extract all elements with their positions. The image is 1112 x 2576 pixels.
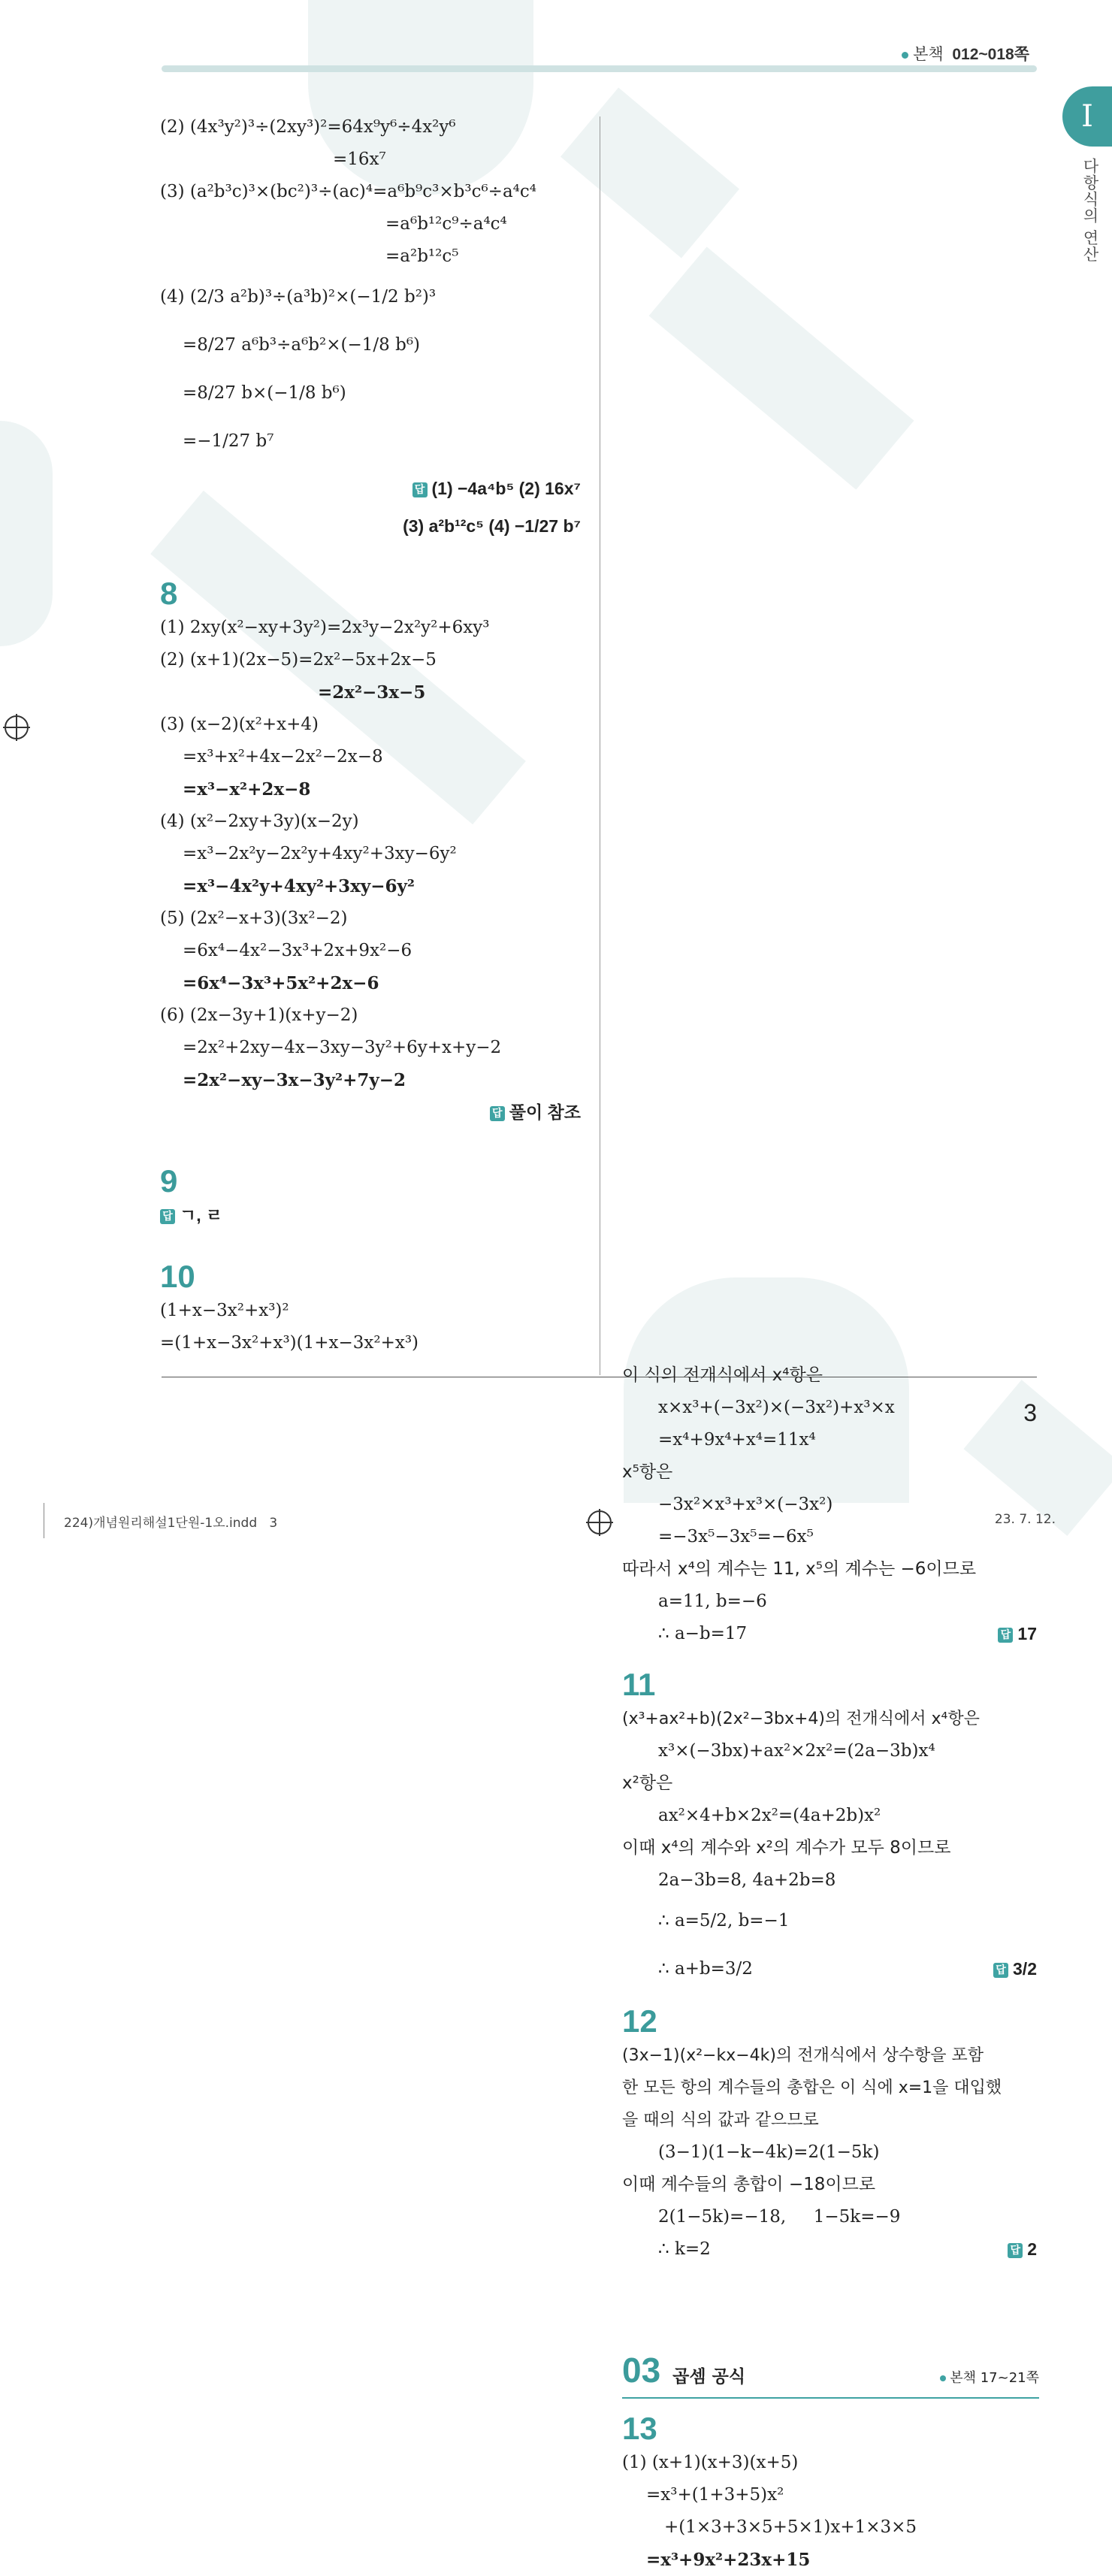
solution-line: =−3x⁵−3x⁵=−6x⁵ xyxy=(658,1527,814,1547)
bullet-dot-icon xyxy=(940,2375,946,2381)
answer-text: (1) −4a⁴b⁵ (2) 16x⁷ xyxy=(431,479,581,498)
answer-text: 2 xyxy=(1027,2239,1037,2259)
answer-line xyxy=(993,1945,1037,1993)
problem-number: 8 xyxy=(160,576,178,611)
solution-answer-row xyxy=(622,1945,1037,1993)
registration-mark-icon xyxy=(5,715,29,739)
watermark-shape xyxy=(649,246,914,489)
solution-line: ∴ a+b=3/2 xyxy=(658,1959,753,1979)
solution-line: (4) (x²−2xy+3y)(x−2y) xyxy=(160,812,359,831)
solution-line: 2a−3b=8, 4a+2b=8 xyxy=(658,1870,836,1890)
answer-line xyxy=(998,1618,1037,1650)
header-rule xyxy=(162,65,1037,72)
answer-badge-icon: 답 xyxy=(160,1209,175,1224)
solution-line: (1+x−3x²+x³)² xyxy=(160,1301,289,1320)
solution-line: (5) (2x²−x+3)(3x²−2) xyxy=(160,909,348,928)
solution-line: 한 모든 항의 계수들의 총합은 이 식에 x=1을 대입했 xyxy=(622,2079,1002,2097)
registration-mark-icon xyxy=(588,1510,612,1534)
header-page-reference xyxy=(902,42,1029,65)
solution-line: (1) (x+1)(x+3)(x+5) xyxy=(622,2453,799,2472)
answer-badge-icon: 답 xyxy=(1008,2243,1023,2258)
solution-line: =16x⁷ xyxy=(333,150,386,169)
solution-line: =x³−4x²y+4xy²+3xy−6y² xyxy=(183,876,415,896)
solution-line: =8/27 a⁶b³÷a⁶b²×(−1/8 b⁶) xyxy=(183,335,421,355)
solution-line: (2) (x+1)(2x−5)=2x²−5x+2x−5 xyxy=(160,650,437,670)
answer-line xyxy=(160,1199,581,1232)
solution-line: =−1/27 b⁷ xyxy=(183,431,274,451)
header-ref-pages: 012~018쪽 xyxy=(952,46,1029,63)
solution-answer-row xyxy=(622,1618,1037,1650)
answer-line xyxy=(1008,2233,1037,2266)
solution-line: (3) (a²b³c)³×(bc²)³÷(ac)⁴=a⁶b⁹c³×b³c⁶÷a⁴c⁴ xyxy=(160,182,536,201)
solution-line: (2) (4x³y²)³÷(2xy³)²=64x⁹y⁶÷4x²y⁶ xyxy=(160,117,456,137)
solution-line: =2x²−3x−5 xyxy=(318,682,426,703)
solution-line: ∴ k=2 xyxy=(658,2239,711,2259)
footer-file-name: 224)개념원리해설1단원-1오.indd 3 xyxy=(64,1516,278,1531)
answer-text: ㄱ, ㄹ xyxy=(180,1205,223,1225)
answer-text: 3/2 xyxy=(1013,1959,1037,1979)
answer-badge-icon: 답 xyxy=(993,1963,1008,1978)
solution-line: =6x⁴−3x³+5x²+2x−6 xyxy=(183,973,379,993)
solution-line: =x³−x²+2x−8 xyxy=(183,779,311,800)
problem-number: 9 xyxy=(160,1163,178,1199)
left-column xyxy=(160,111,581,1359)
answer-text: 풀이 참조 xyxy=(509,1102,581,1122)
answer-badge-icon: 답 xyxy=(998,1628,1013,1643)
problem-number: 11 xyxy=(622,1667,656,1702)
right-column xyxy=(622,1359,1037,2576)
solution-line: 2(1−5k)=−18, 1−5k=−9 xyxy=(658,2207,901,2227)
solution-line: (6) (2x−3y+1)(x+y−2) xyxy=(160,1005,358,1025)
watermark-shape xyxy=(0,421,53,646)
answer-badge-icon: 답 xyxy=(412,482,428,497)
solution-line: =(1+x−3x²+x³)(1+x−3x²+x³) xyxy=(160,1333,419,1353)
solution-line: =a⁶b¹²c⁹÷a⁴c⁴ xyxy=(385,214,507,234)
solution-line: =x³+9x²+23x+15 xyxy=(646,2550,811,2570)
solution-line: =x³+(1+3+5)x² xyxy=(646,2485,784,2505)
section-ref-text: 본책 17~21쪽 xyxy=(950,2370,1039,2386)
solution-line: x³×(−3bx)+ax²×2x²=(2a−3b)x⁴ xyxy=(658,1741,935,1761)
solution-line: (3) (x−2)(x²+x+4) xyxy=(160,715,319,734)
solution-line: x⁵항은 xyxy=(622,1462,673,1482)
answer-line xyxy=(160,473,581,505)
solution-line: x²항은 xyxy=(622,1773,673,1793)
solution-line: (1) 2xy(x²−xy+3y²)=2x³y−2x²y²+6xy³ xyxy=(160,618,490,637)
solution-line: a=11, b=−6 xyxy=(658,1592,767,1611)
answer-line xyxy=(160,1096,581,1129)
solution-line: 이때 x⁴의 계수와 x²의 계수가 모두 8이므로 xyxy=(622,1838,951,1858)
solution-line: =x³−2x²y−2x²y+4xy²+3xy−6y² xyxy=(183,844,457,863)
problem-number: 13 xyxy=(622,2411,657,2446)
solution-line: (x³+ax²+b)(2x²−3bx+4)의 전개식에서 x⁴항은 xyxy=(622,1710,980,1728)
solution-line: =2x²−xy−3x−3y²+7y−2 xyxy=(183,1070,406,1090)
bullet-dot-icon xyxy=(902,52,908,59)
answer-line: (3) a²b¹²c⁵ (4) −1/27 b⁷ xyxy=(403,516,581,536)
solution-line: =x⁴+9x⁴+x⁴=11x⁴ xyxy=(658,1430,816,1450)
header-ref-label: 본책 xyxy=(913,46,944,63)
solution-line: (3−1)(1−k−4k)=2(1−5k) xyxy=(658,2142,880,2162)
solution-line: −3x²×x³+x³×(−3x²) xyxy=(658,1495,833,1514)
chapter-title: 다항식의 연산 xyxy=(1081,158,1099,263)
solution-line: =8/27 b×(−1/8 b⁶) xyxy=(183,383,346,403)
solution-line: =2x²+2xy−4x−3xy−3y²+6y+x+y−2 xyxy=(183,1038,502,1057)
chapter-roman-numeral: I xyxy=(1081,99,1093,134)
chapter-tab xyxy=(1062,86,1112,147)
solution-line: (3x−1)(x²−kx−4k)의 전개식에서 상수항을 포함 xyxy=(622,2046,984,2065)
solution-line: =a²b¹²c⁵ xyxy=(385,246,459,266)
solution-answer-row xyxy=(622,2233,1037,2266)
solution-line: =x³+x²+4x−2x²−2x−8 xyxy=(183,747,383,766)
solution-line: ∴ a−b=17 xyxy=(658,1624,748,1643)
problem-number: 10 xyxy=(160,1259,195,1294)
problem-number: 12 xyxy=(622,2003,657,2039)
solution-line: x×x³+(−3x²)×(−3x²)+x³×x xyxy=(658,1398,895,1417)
answer-badge-icon: 답 xyxy=(490,1106,505,1121)
solution-line: 을 때의 식의 값과 같으므로 xyxy=(622,2111,819,2130)
section-title: 곱셈 공식 xyxy=(672,2367,746,2387)
footer-date: 23. 7. 12. xyxy=(994,1512,1056,1527)
solution-line: 따라서 x⁴의 계수는 11, x⁵의 계수는 −6이므로 xyxy=(622,1559,977,1579)
solution-line: ax²×4+b×2x²=(4a+2b)x² xyxy=(658,1806,881,1825)
solution-line: 이때 계수들의 총합이 −18이므로 xyxy=(622,2175,876,2194)
answer-text: 17 xyxy=(1017,1624,1037,1643)
solution-line: (4) (2/3 a²b)³÷(a³b)²×(−1/2 b²)³ xyxy=(160,287,437,307)
page-number: 3 xyxy=(1023,1399,1037,1426)
watermark-shape xyxy=(561,88,739,259)
section-reference xyxy=(940,2362,1039,2394)
solution-line: ∴ a=5/2, b=−1 xyxy=(658,1911,790,1930)
solution-line: +(1×3+3×5+5×1)x+1×3×5 xyxy=(664,2517,917,2537)
solution-line: 이 식의 전개식에서 x⁴항은 xyxy=(622,1365,823,1385)
solution-line: =6x⁴−4x²−3x³+2x+9x²−6 xyxy=(183,941,412,960)
section-heading xyxy=(622,2351,1039,2399)
section-number: 03 xyxy=(622,2351,661,2390)
